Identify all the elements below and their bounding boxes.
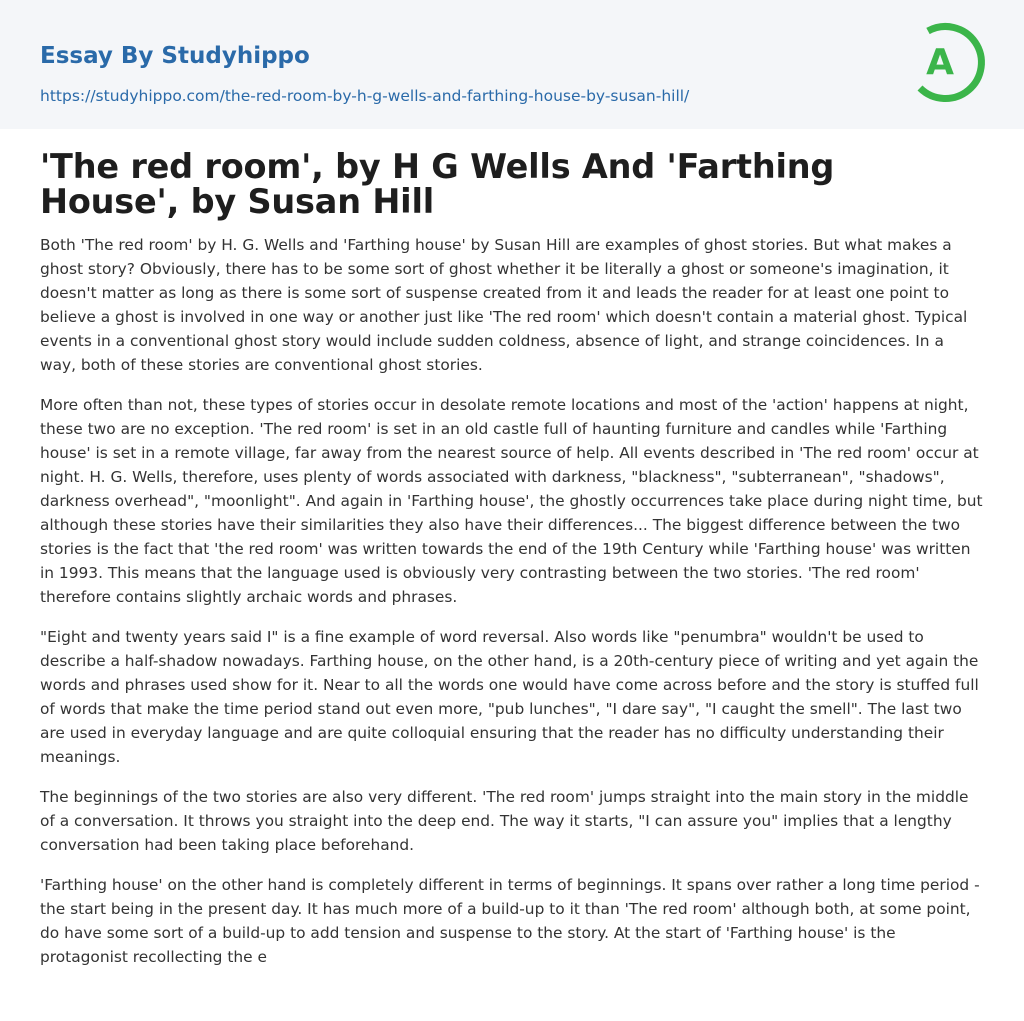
logo-svg — [912, 18, 988, 106]
article — [0, 149, 1024, 969]
source-url-link[interactable]: https://studyhippo.com/the-red-room-by-h-g-wells-and-farthing-house-by-susan-hill/ — [40, 87, 690, 105]
article-paragraph: "Eight and twenty years said I" is a fine example of word reversal. Also words like "penumbra" wouldn't be used to describe a half-shadow nowadays. Farthing house, on the other hand, is a 20th-century piece of writing and yet again the words and phrases used show for it. Near to all the words one would have come across before and the story is stuffed full of words that make the time period stand out even more, "pub lunches", "I dare say", "I caught the smell". The last two are used in everyday language and are quite colloquial ensuring that the reader has no difficulty understanding their meanings. — [40, 628, 979, 766]
logo-letter: A — [926, 42, 954, 83]
site-brand[interactable]: Essay By Studyhippo — [40, 43, 310, 69]
article-paragraph: Both 'The red room' by H. G. Wells and 'Farthing house' by Susan Hill are examples of ghost stories. But what makes a ghost story? Obviously, there has to be some sort of ghost whether it be literally a ghost or someone's imagination, it doesn't matter as long as there is some sort of suspense created from it and leads the reader for at least one point to believe a ghost is involved in one way or another just like 'The red room' which doesn't contain a material ghost. Typical events in a conventional ghost story would include sudden coldness, absence of light, and strange coincidences. In a way, both of these stories are conventional ghost stories. — [40, 236, 968, 374]
article-title: 'The red room', by H G Wells And 'Farthing House', by Susan Hill — [40, 147, 835, 221]
article-paragraph: The beginnings of the two stories are also very different. 'The red room' jumps straight into the main story in the middle of a conversation. It throws you straight into the deep end. The way it starts, "I can assure you" implies that a lengthy conversation had been taking place beforehand. — [40, 788, 969, 854]
article-paragraph: 'Farthing house' on the other hand is completely different in terms of beginnings. It spans over rather a long time period - the start being in the present day. It has much more of a build-up to it than 'The red room' although both, at some point, do have some sort of a build-up to add tension and suspense to the story. At the start of 'Farthing house' is the protagonist recollecting the e — [40, 876, 980, 966]
site-header — [0, 0, 1024, 129]
article-paragraph: More often than not, these types of stories occur in desolate remote locations and most of the 'action' happens at night, these two are no exception. 'The red room' is set in an old castle full of haunting furniture and candles while 'Farthing house' is set in a remote village, far away from the nearest source of help. All events described in 'The red room' occur at night. H. G. Wells, therefore, uses plenty of words associated with darkness, "blackness", "subterranean", "shadows", darkness overhead", "moonlight". And again in 'Farthing house', the ghostly occurrences take place during night time, but although these stories have their similarities they also have their differences... The biggest difference between the two stories is the fact that 'the red room' was written towards the end of the 19th Century while 'Farthing house' was written in 1993. This means that the language used is obviously very contrasting between the two stories. 'The red room' therefore contains slightly archaic words and phrases. — [40, 396, 983, 606]
studyhippo-logo-icon[interactable] — [912, 18, 988, 106]
